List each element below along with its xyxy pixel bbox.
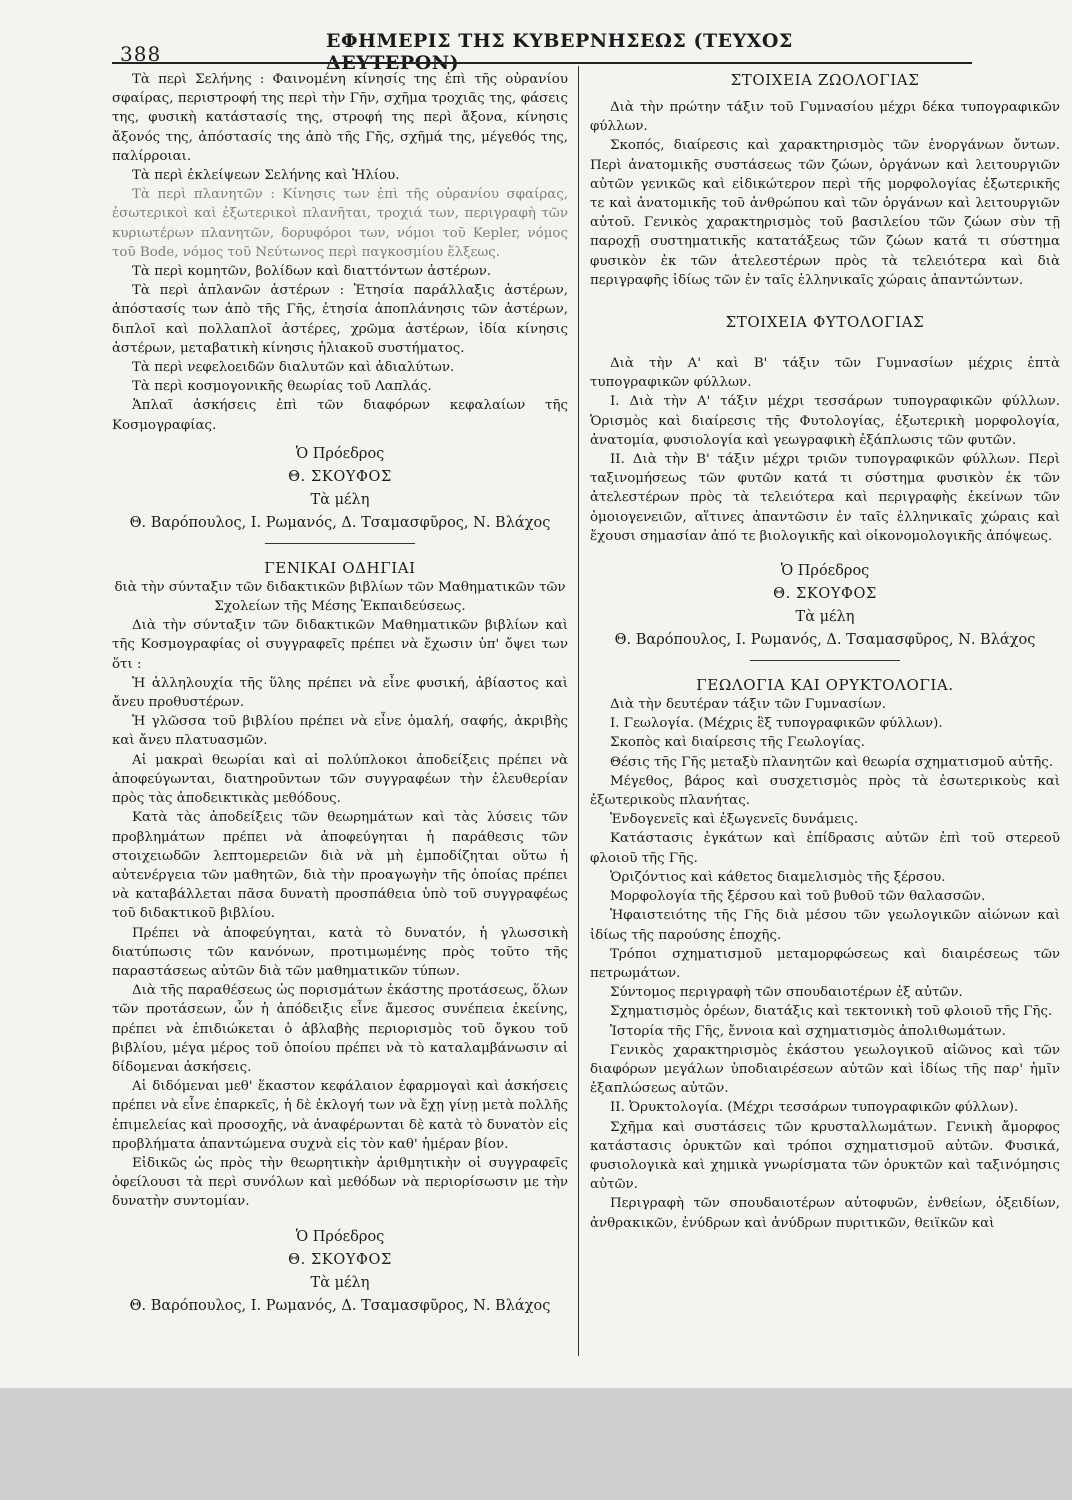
general-para-3: Ἡ γλῶσσα τοῦ βιβλίου πρέπει νὰ εἶνε ὁμαλή, σαφής, ἀκριβὴς καὶ ἄνευ πλατυασμῶν. (112, 714, 568, 749)
cosmo-para-7: Τὰ περὶ κοσμογονικῆς θεωρίας τοῦ Λαπλάς. (132, 379, 432, 395)
president-role: Ὁ Πρόεδρος (780, 563, 870, 580)
cosmo-para-5: Τὰ περὶ ἀπλανῶν ἀστέρων : Ἐτησία παράλλαξις ἀστέρων, ἀπόστασίς των ἀπὸ τῆς Γῆς, ἐτησία ἀποπλάνησις τῶν ἀστέρων, διπλοῖ καὶ πολλαπλοῖ ἀστέρες, χρῶμα ἀστέρων, ἰδία κίνησις ἀστέρων, μεταβατικὴ κίνησις ἡλιακοῦ συστήματος. (112, 283, 568, 356)
general-para-6: Πρέπει νὰ ἀποφεύγηται, κατὰ τὸ δυνατόν, ἡ γλωσσικὴ διατύπωσις τῶν κανόνων, προτιμωμένης πρὸς τοῦτο τῆς παραστάσεως αὐτῶν διὰ τῶν μαθηματικῶν τύπων. (112, 925, 568, 979)
geo-para-2: Ι. Γεωλογία. (Μέχρις ἓξ τυπογραφικῶν φύλλων). (610, 716, 943, 732)
general-para-8: Αἱ διδόμεναι μεθ' ἕκαστον κεφάλαιον ἐφαρμογαὶ καὶ ἀσκήσεις πρέπει νὰ εἶνε ἐπαρκεῖς, ἡ δὲ ἐκλογή των νὰ ἔχῃ γίνῃ μετὰ πολλῆς ἐπιμελείας καὶ προσοχῆς, νὰ ἀναφέρωνται δὲ κατὰ τὸ δυνατὸν εἰς προβλήματα ἀπαντώμενα συχνὰ εἰς τὸν καθ' ἡμέραν βίον. (112, 1079, 568, 1152)
geo-para-9: Μορφολογία τῆς ξέρσου καὶ τοῦ βυθοῦ τῶν θαλασσῶν. (610, 889, 986, 905)
geo-para-18: Περιγραφὴ τῶν σπουδαιοτέρων αὐτοφυῶν, ἐνθείων, ὀξειδίων, ἀνθρακικῶν, ἐνύδρων καὶ ἀνύδρων πυριτικῶν, θειϊκῶν καὶ (590, 1196, 1060, 1231)
geo-para-4: Θέσις τῆς Γῆς μεταξὺ πλανητῶν καὶ θεωρία σχηματισμοῦ αὐτῆς. (610, 754, 1054, 770)
members-names: Θ. Βαρόπουλος, Ι. Ρωμανός, Δ. Τσαμασφῦρος, Ν. Βλάχος (614, 632, 1036, 649)
section-heading-general: ΓΕΝΙΚΑΙ ΟΔΗΓΙΑΙ (264, 558, 416, 577)
members-names: Θ. Βαρόπουλος, Ι. Ρωμανός, Δ. Τσαμασφῦρος, Ν. Βλάχος (129, 514, 551, 531)
general-para-2: Ἡ ἀλληλουχία τῆς ὕλης πρέπει νὰ εἶνε φυσική, ἀβίαστος καὶ ἄνευ προθυστέρων. (112, 675, 568, 711)
geo-para-7: Κατάστασις ἐγκάτων καὶ ἐπίδρασις αὐτῶν ἐπὶ τοῦ στερεοῦ φλοιοῦ τῆς Γῆς. (590, 831, 1060, 866)
running-title: ΕΦΗΜΕΡΙΣ ΤΗΣ ΚΥΒΕΡΝΗΣΕΩΣ (ΤΕΥΧΟΣ ΔΕΥΤΕΡΟΝ) (326, 30, 793, 74)
general-para-9: Εἰδικῶς ὡς πρὸς τὴν θεωρητικὴν ἀριθμητικὴν οἱ συγγραφεῖς ὀφείλουσι τὰ περὶ συνόλων καὶ μεθόδων νὰ περιορίσωσιν με τὴν δυνατὴν συντομίαν. (112, 1155, 568, 1210)
geo-para-11: Τρόποι σχηματισμοῦ μεταμορφώσεως καὶ διαιρέσεως τῶν πετρωμάτων. (590, 946, 1060, 981)
geo-para-5: Μέγεθος, βάρος καὶ συσχετισμὸς πρὸς τὰ ἐσωτερικοὺς καὶ ἐξωτερικοὺς πλανήτας. (590, 773, 1060, 809)
phyto-para-3: ΙΙ. Διὰ τὴν Β' τάξιν μέχρι τριῶν τυπογραφικῶν φύλλων. Περὶ ταξινομήσεως τῶν φυτῶν κατά τι σύστημα φυσικὸν ἐκ τῶν ἀτελεστέρων πρὸς τὰ τελειότερα καὶ περιγραφὴς ἐκείνων τῶν ὁμοιογενειῶν, αἵτινες ἀπαντῶσιν ἐν ταῖς ἑλληνικαῖς χώραις καὶ ἔχουσι σημασίαν ἀπό τε βιολογικῆς καὶ οἰκονομολογικῆς ἀπόψεως. (590, 452, 1060, 544)
geo-para-15: Γενικὸς χαρακτηρισμὸς ἑκάστου γεωλογικοῦ αἰῶνος καὶ τῶν διαφόρων μεγάλων ὑποδιαιρέσεων αὐτῶν καὶ ἰδίως τῆς παρ' ἡμῖν ἐξαπλώσεως αὐτῶν. (590, 1042, 1060, 1097)
geo-para-12: Σύντομος περιγραφὴ τῶν σπουδαιοτέρων ἐξ αὐτῶν. (610, 985, 963, 1001)
geo-para-10: Ἡφαιστειότης τῆς Γῆς διὰ μέσου τῶν γεωλογικῶν αἰώνων καὶ ἰδίως τῆς παρούσης ἐποχῆς. (590, 908, 1060, 943)
signature-block-3 (590, 560, 1060, 652)
header-rule (112, 62, 972, 64)
president-role: Ὁ Πρόεδρος (295, 445, 385, 462)
signature-block-2 (112, 1226, 568, 1318)
section-heading-botany: ΣΤΟΙΧΕΙΑ ΦΥΤΟΛΟΓΙΑΣ (725, 313, 925, 332)
cosmo-para-8: Ἁπλαῖ ἀσκήσεις ἐπὶ τῶν διαφόρων κεφαλαίων τῆς Κοσμογραφίας. (112, 398, 568, 433)
members-label: Τὰ μέλη (310, 1274, 370, 1291)
cosmo-para-6: Τὰ περὶ νεφελοειδῶν διαλυτῶν καὶ ἀδιαλύτων. (132, 360, 455, 376)
geo-para-16: ΙΙ. Ὀρυκτολογία. (Μέχρι τεσσάρων τυπογραφικῶν φύλλων). (610, 1100, 1019, 1116)
phyto-para-1: Διὰ τὴν Α' καὶ Β' τάξιν τῶν Γυμνασίων μέχρις ἑπτὰ τυπογραφικῶν φύλλων. (590, 356, 1060, 391)
left-column (112, 70, 568, 1318)
members-label: Τὰ μέλη (795, 609, 855, 626)
cosmo-para-3: Τὰ περὶ πλανητῶν : Κίνησις των ἐπὶ τῆς οὐρανίου σφαίρας, ἐσωτερικοὶ καὶ ἐξωτερικοὶ πλανῆται, τροχιά των, περιγραφὴ τῶν κυριωτέρων πλανητῶν, δορυφόροι των, νόμοι τοῦ Kepler, νόμος τοῦ Bode, νόμος τοῦ Νεύτωνος περὶ παγκοσμίου ἕλξεως. (112, 187, 568, 260)
zoo-para-2: Σκοπός, διαίρεσις καὶ χαρακτηρισμὸς τῶν ἐνοργάνων ὄντων. Περὶ ἀνατομικῆς συστάσεως τῶν ζώων, ὀργάνων καὶ λειτουργιῶν αὐτῶν γενικῶς καὶ εἰδικώτερον περὶ τῆς μορφολογίας ἐξωτερικῆς τε καὶ ἀνατομικῆς τοῦ ἀνθρώπου καὶ τῶν ὀργάνων καὶ λειτουργιῶν αὐτοῦ. Γενικὸς χαρακτηρισμὸς τοῦ βασιλείου τῶν ζώων σὺν τῇ παροχῇ συστηματικῆς κατατάξεως τῶν ζώων κατά τι σύστημα φυσικὸν ἐκ τῶν ἀτελεστέρων πρὸς τὰ τελειότερα καὶ διὰ περιγραφῆς ἰδίως τῶν ἐν ταῖς ἑλληνικαῖς χώραις ἀπαντώντων. (590, 138, 1060, 288)
section-heading-zoology: ΣΤΟΙΧΕΙΑ ΖΩΟΛΟΓΙΑΣ (730, 71, 920, 89)
page-number: 388 (120, 42, 162, 66)
scanner-bottom-margin (0, 1388, 1072, 1500)
geo-para-6: Ἐνδογενεῖς καὶ ἐξωγενεῖς δυνάμεις. (610, 812, 859, 828)
president-name: Θ. ΣΚΟΥΦΟΣ (288, 1251, 392, 1268)
column-divider (578, 66, 579, 1356)
section-heading-geology: ΓΕΩΛΟΓΙΑ ΚΑΙ ΟΡΥΚΤΟΛΟΓΙΑ. (696, 676, 954, 695)
general-para-7: Διὰ τῆς παραθέσεως ὡς πορισμάτων ἑκάστης προτάσεως, ὅλων τῶν προτάσεων, ὧν ἡ ἀπόδειξις εἶνε ἄμεσος συνέπεια ἐκείνης, πρέπει νὰ ἐπιδιώκεται ὁ ἀβλαβὴς περιορισμὸς τοῦ ὄγκου τοῦ βιβλίου, μέγα μέρος τοῦ ὁποίου πρέπει νὰ τὸ καταλαμβάνωσιν αἱ δίδομεναι ἀσκήσεις. (112, 983, 568, 1075)
members-label: Τὰ μέλη (310, 491, 370, 508)
president-role: Ὁ Πρόεδρος (295, 1228, 385, 1245)
section-subheading-general: διὰ τὴν σύνταξιν τῶν διδακτικῶν βιβλίων τῶν Μαθηματικῶν τῶν Σχολείων τῆς Μέσης Ἐκπαιδεύσεως. (114, 579, 566, 615)
geo-para-3: Σκοπὸς καὶ διαίρεσις τῆς Γεωλογίας. (610, 735, 865, 751)
general-para-4: Αἱ μακραὶ θεωρίαι καὶ αἱ πολύπλοκοι ἀποδείξεις πρέπει νὰ ἀποφεύγωνται, διατηροῦντων τῶν συγγραφέων τὴν ἐλευθερίαν πρὸς τὰς ἀποδεικτικὰς μεθόδους. (112, 752, 568, 807)
geo-para-8: Ὁριζόντιος καὶ κάθετος διαμελισμὸς τῆς ξέρσου. (610, 869, 946, 885)
geo-para-14: Ἱστορία τῆς Γῆς, ἔννοια καὶ σχηματισμὸς ἀπολιθωμάτων. (610, 1023, 1006, 1039)
members-names: Θ. Βαρόπουλος, Ι. Ρωμανός, Δ. Τσαμασφῦρος, Ν. Βλάχος (129, 1297, 551, 1314)
general-para-1: Διὰ τὴν σύνταξιν τῶν διδακτικῶν Μαθηματικῶν βιβλίων καὶ τῆς Κοσμογραφίας οἱ συγγραφεῖς πρέπει νὰ ἔχωσιν ὑπ' ὄψει των ὅτι : (112, 618, 568, 672)
president-name: Θ. ΣΚΟΥΦΟΣ (773, 586, 877, 603)
geo-para-1: Διὰ τὴν δευτέραν τάξιν τῶν Γυμνασίων. (610, 697, 887, 713)
general-para-5: Κατὰ τὰς ἀποδείξεις τῶν θεωρημάτων καὶ τὰς λύσεις τῶν προβλημάτων πρέπει νὰ ἀποφεύγηται ἡ παράθεσις τῶν στοιχειωδῶν λεπτομερειῶν διὰ νὰ μὴ ἐμποδίζηται οὕτω ἡ αὐτενέργεια τῶν μαθητῶν, διὰ τὴν προαγωγὴν τῆς ὁποίας πρέπει νὰ καταβάλλεται πᾶσα δυνατὴ προσπάθεια ὑπὸ τοῦ συγγραφέως τοῦ διδακτικοῦ βιβλίου. (112, 810, 568, 922)
cosmo-para-2: Τὰ περὶ ἐκλείψεων Σελήνης καὶ Ἡλίου. (132, 168, 400, 184)
right-column (590, 70, 1060, 1233)
cosmo-para-4: Τὰ περὶ κομητῶν, βολίδων καὶ διαττόντων ἀστέρων. (132, 264, 492, 280)
zoo-para-1: Διὰ τὴν πρώτην τάξιν τοῦ Γυμνασίου μέχρι δέκα τυπογραφικῶν φύλλων. (590, 100, 1060, 135)
geo-para-17: Σχῆμα καὶ συστάσεις τῶν κρυσταλλωμάτων. Γενικὴ ἄμορφος κατάστασις ὀρυκτῶν καὶ τρόποι σχηματισμοῦ αὐτῶν. Φυσικά, φυσιολογικὰ καὶ χημικὰ γνωρίσματα τῶν ὀρυκτῶν καὶ ταξινόμησις αὐτῶν. (590, 1119, 1060, 1193)
geo-para-13: Σχηματισμὸς ὀρέων, διατάξις καὶ τεκτονικὴ τοῦ φλοιοῦ τῆς Γῆς. (610, 1004, 1053, 1020)
phyto-para-2: Ι. Διὰ τὴν Α' τάξιν μέχρι τεσσάρων τυπογραφικῶν φύλλων. Ὁρισμὸς καὶ διαίρεσις τῆς Φυτολογίας, ἐξωτερικὴ μορφολογία, ἀνατομία, φυσιολογία καὶ γεωγραφικὴ ἐξάπλωσις τῶν φυτῶν. (590, 394, 1060, 448)
signature-block-1 (112, 443, 568, 535)
cosmo-para-1: Τὰ περὶ Σελήνης : Φαινομένη κίνησίς της ἐπὶ τῆς οὐρανίου σφαίρας, περιστροφή της περὶ τὴν Γῆν, σχῆμα τροχιᾶς της, φάσεις της, φυσικὴ κατάστασίς της, στροφή της περὶ ἄξονα, κίνησις ἄξονός της, ἀπόστασίς της ἀπὸ τῆς Γῆς, σχῆμά της, μέγεθός της, παλίρροιαι. (112, 72, 568, 164)
president-name: Θ. ΣΚΟΥΦΟΣ (288, 468, 392, 485)
